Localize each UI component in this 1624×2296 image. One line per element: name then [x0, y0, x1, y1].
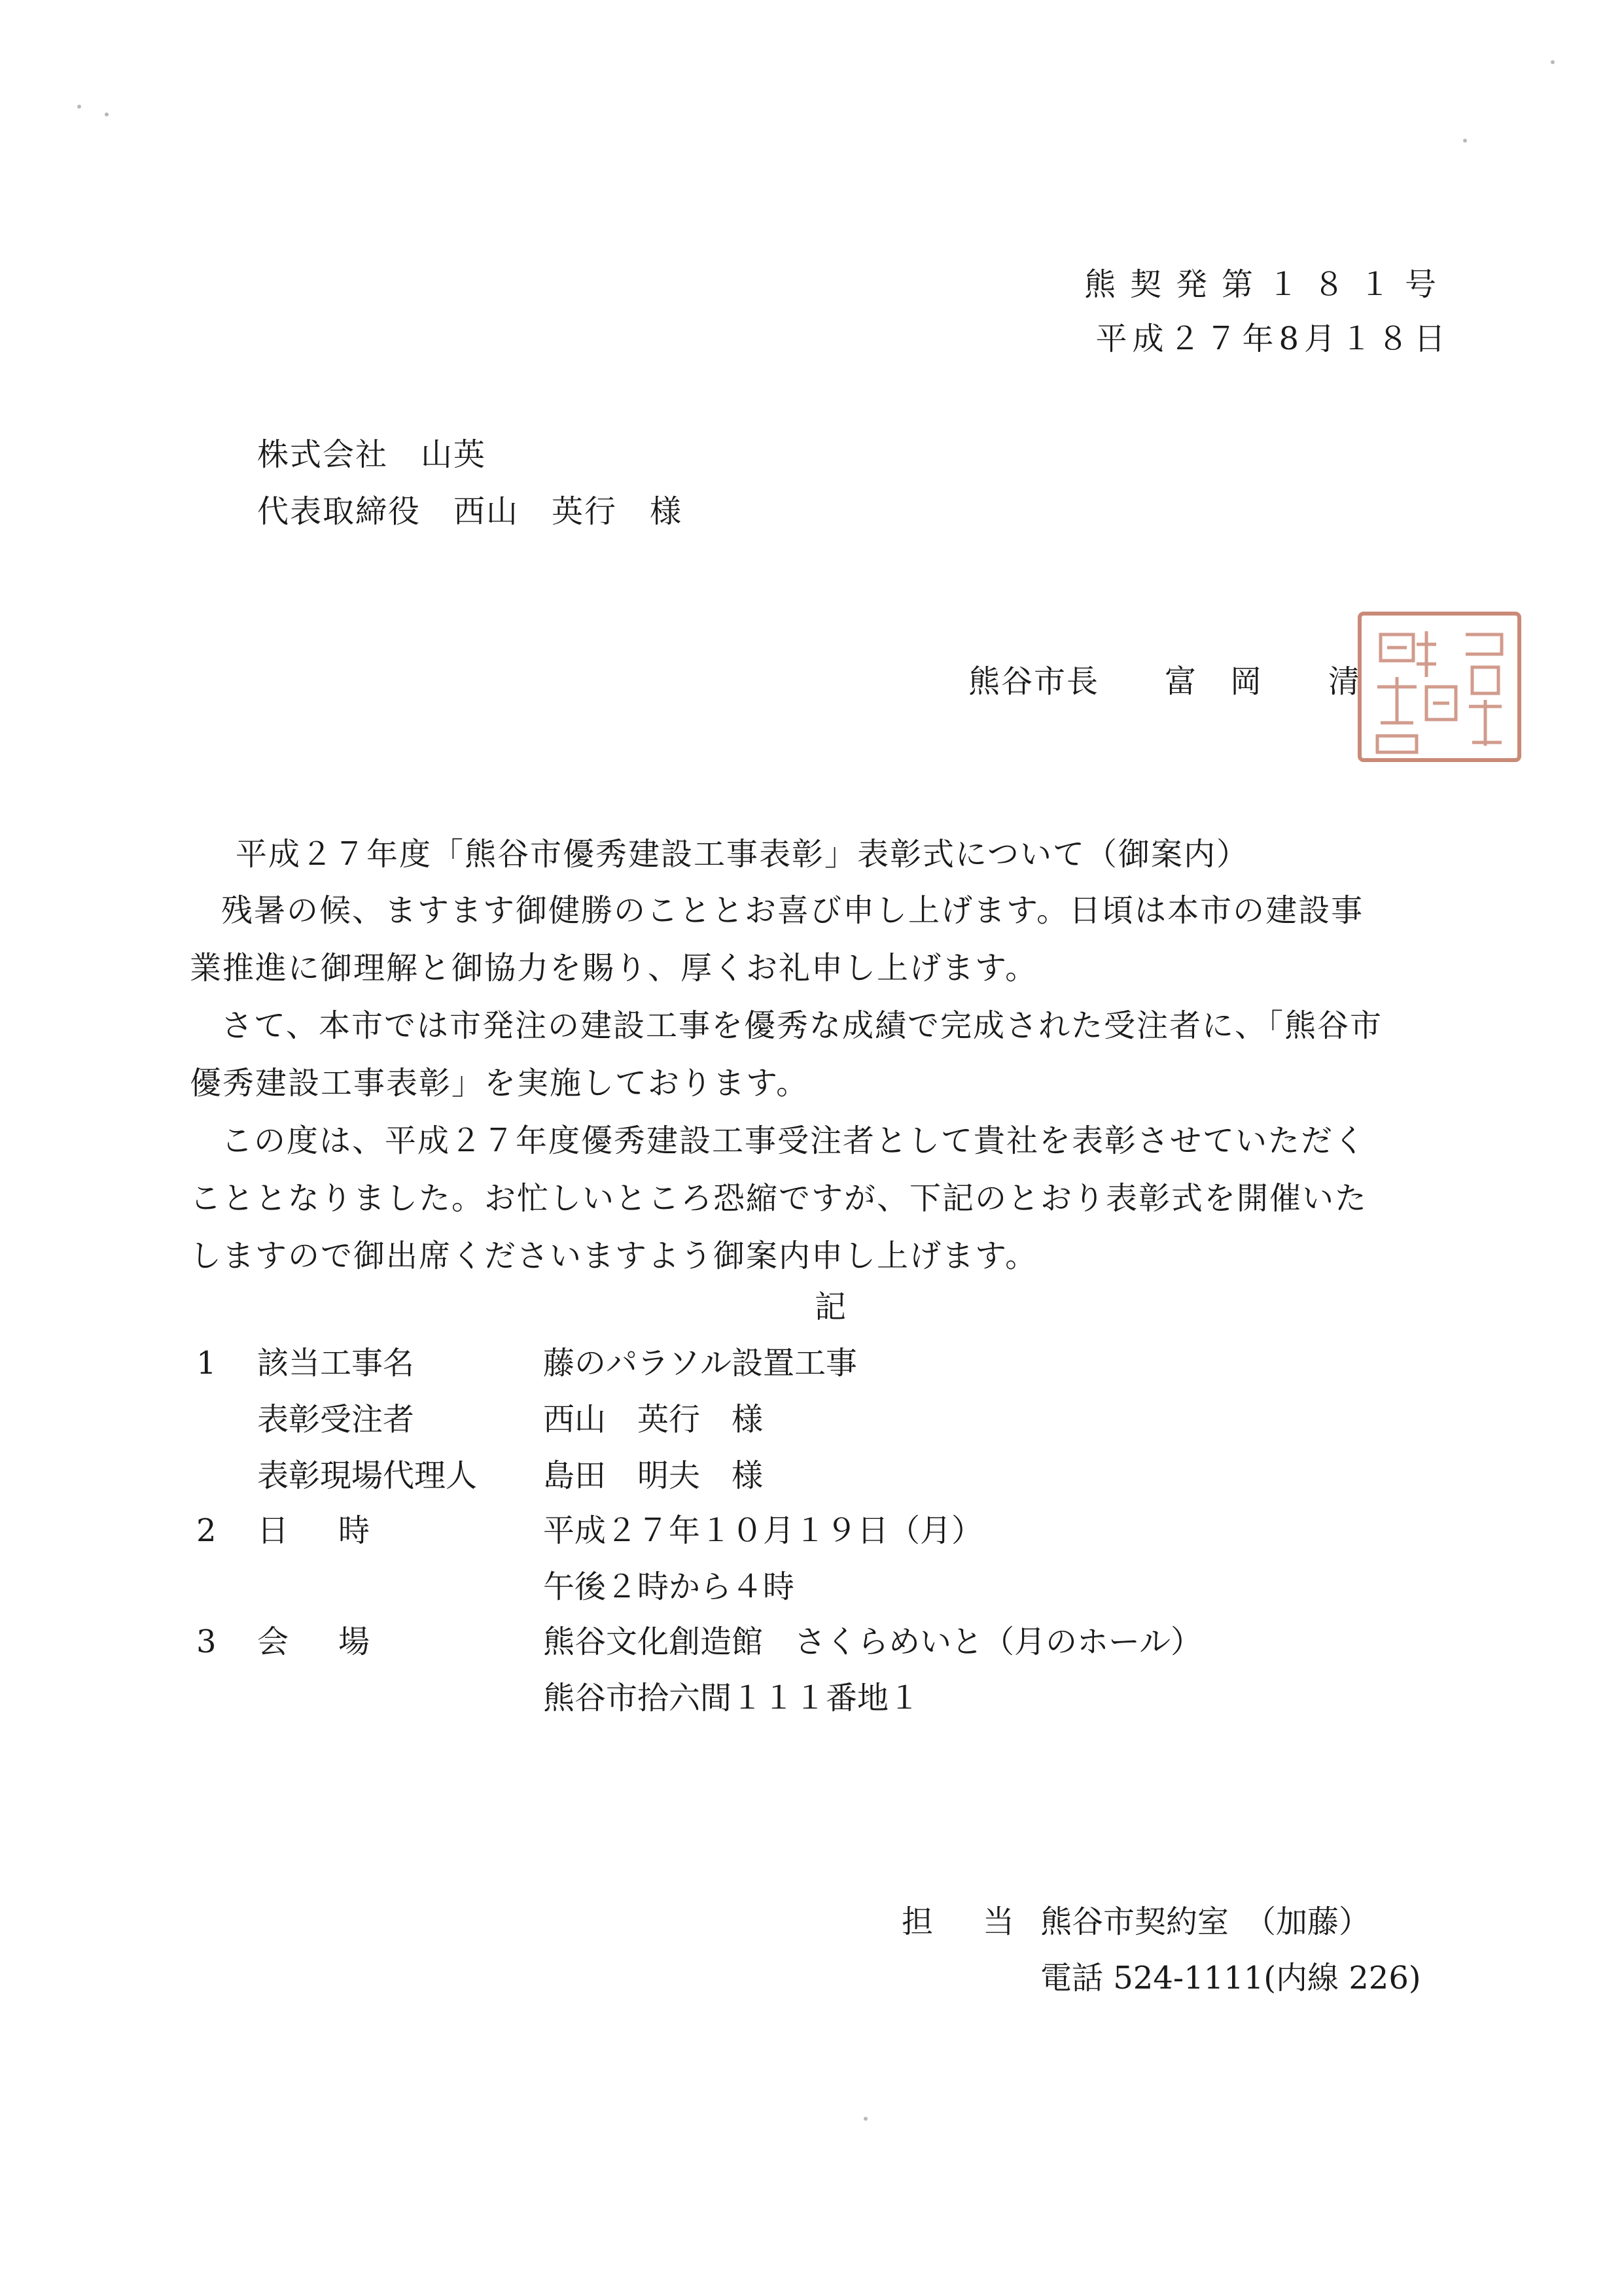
- scan-speck: [1551, 60, 1555, 64]
- document-number: 熊契発第１８１号: [1084, 266, 1451, 303]
- label-venue: 会 場: [257, 1624, 380, 1660]
- recipient-person: 代表取締役 西山 英行 様: [257, 493, 683, 530]
- label-site-agent: 表彰現場代理人: [257, 1457, 478, 1494]
- official-seal-icon: [1354, 608, 1525, 765]
- body-line: 業推進に御理解と御協力を賜り、厚くお礼申し上げます。: [190, 950, 1038, 986]
- value-construction-name: 藤のパラソル設置工事: [543, 1345, 858, 1382]
- contact-phone: 電話 524-1111(内線 226): [1040, 1960, 1421, 1996]
- contact-office: 熊谷市契約室 （加藤）: [1040, 1904, 1371, 1940]
- item-number-2: 2: [196, 1512, 217, 1549]
- value-venue: 熊谷文化創造館 さくらめいと（月のホール）: [543, 1624, 1203, 1660]
- ki-heading: 記: [815, 1289, 848, 1325]
- value-site-agent: 島田 明夫 様: [543, 1457, 764, 1494]
- sender-name: 熊谷市長 富 岡 清: [968, 663, 1362, 700]
- value-date: 平成２７年１０月１９日（月）: [543, 1512, 983, 1549]
- body-line: さて、本市では市発注の建設工事を優秀な成績で完成された受注者に、「熊谷市: [221, 1007, 1383, 1044]
- body-line: こととなりました。お忙しいところ恐縮ですが、下記のとおり表彰式を開催いた: [190, 1180, 1368, 1217]
- scan-speck: [864, 2117, 868, 2121]
- document-date: 平成２７年8月１８日: [1095, 321, 1451, 357]
- body-line: しますので御出席くださいますよう御案内申し上げます。: [190, 1238, 1038, 1274]
- item-number-1: 1: [196, 1345, 217, 1382]
- value-contractor: 西山 英行 様: [543, 1401, 764, 1438]
- label-contractor: 表彰受注者: [257, 1401, 415, 1438]
- body-line: この度は、平成２７年度優秀建設工事受注者として貴社を表彰させていただく: [221, 1122, 1367, 1159]
- scan-speck: [77, 105, 81, 109]
- scan-speck: [105, 113, 109, 116]
- document-title: 平成２７年度「熊谷市優秀建設工事表彰」表彰式について（御案内）: [236, 836, 1250, 873]
- value-address: 熊谷市拾六間１１１番地１: [543, 1680, 921, 1716]
- label-datetime: 日 時: [257, 1512, 380, 1549]
- scan-speck: [1463, 139, 1467, 143]
- recipient-company: 株式会社 山英: [257, 436, 487, 473]
- body-line: 残暑の候、ますます御健勝のこととお喜び申し上げます。日頃は本市の建設事: [221, 892, 1364, 929]
- body-line: 優秀建設工事表彰」を実施しております。: [190, 1065, 809, 1102]
- item-number-3: 3: [196, 1624, 217, 1660]
- value-time: 午後２時から４時: [543, 1569, 795, 1605]
- label-construction-name: 該当工事名: [257, 1345, 415, 1382]
- contact-label: 担 当: [902, 1904, 1024, 1940]
